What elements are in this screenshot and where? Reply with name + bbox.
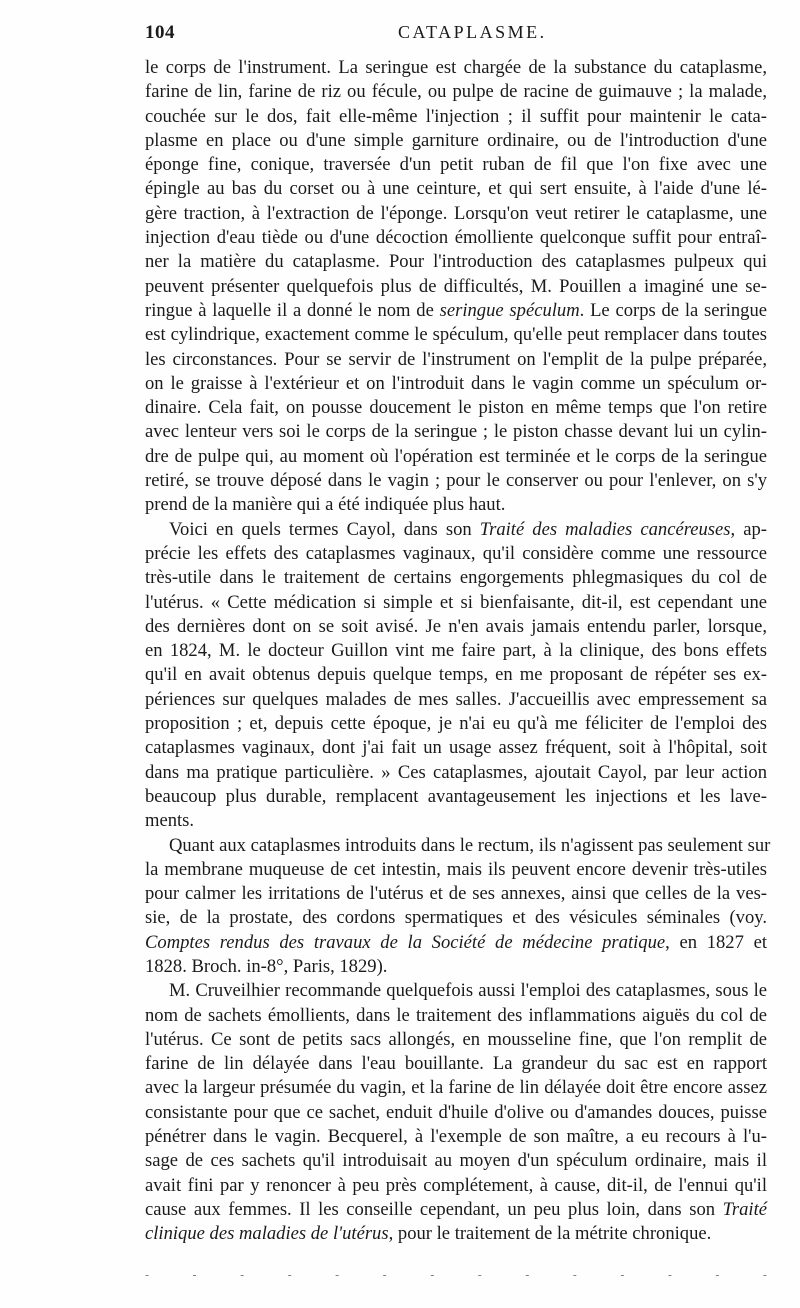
paragraph-4: [145, 979, 767, 1246]
footer-mark: -: [525, 1268, 530, 1282]
text-line: cataplasmes vaginaux, dont j'ai fait un usage assez fréquent, soit à l'hôpital, soit: [145, 737, 767, 759]
footer-mark: -: [382, 1268, 387, 1282]
italic-title: Comptes rendus des travaux de la Société de médecine pratique: [145, 931, 666, 953]
footer-mark: -: [240, 1268, 245, 1282]
text-line: l'utérus. « Cette médication si simple et si bienfaisante, dit-il, est cependant une: [145, 591, 767, 613]
text-line-mixed: [145, 931, 767, 955]
text-line-mixed: [145, 1198, 767, 1222]
text-line: dre de pulpe qui, au moment où l'opération est terminée et le corps de la seringue: [145, 445, 767, 467]
text-line: dinaire. Cela fait, on pousse doucement le piston en même temps que l'on retire: [145, 397, 767, 419]
text-line: dans ma pratique particulière. » Ces cataplasmes, ajoutait Cayol, par leur action: [145, 761, 767, 783]
text-segment: Voici en quels termes Cayol, dans son: [169, 518, 480, 540]
text-line: le corps de l'instrument. La seringue est chargée de la substance du cataplasme,: [145, 57, 767, 78]
text-line: gère traction, à l'extraction de l'éponge. Lorsqu'on veut retirer le cataplasme, une: [145, 202, 767, 224]
text-line: l'utérus. Ce sont de petits sacs allongés, en mousseline fine, que l'on remplit de: [145, 1028, 767, 1050]
text-line: beaucoup plus durable, remplacent avantageusement les injections et les lave-: [145, 785, 767, 807]
text-line: les circonstances. Pour se servir de l'instrument on l'emplit de la pulpe préparée,: [145, 348, 767, 370]
text-line-mixed: [145, 299, 767, 323]
paragraph-3: [145, 834, 771, 980]
footer-mark: -: [477, 1268, 482, 1282]
paragraph-2: [145, 518, 767, 834]
text-line: farine de lin, farine de riz ou fécule, ou pulpe de racine de guimauve ; la malade,: [145, 81, 767, 103]
footer-mark: -: [192, 1268, 197, 1282]
text-line: injection d'eau tiède ou d'une décoction émolliente quelconque suffit pour entraî-: [145, 227, 767, 249]
text-line: pour calmer les irritations de l'utérus et de ses annexes, ainsi que celles de la ves-: [145, 883, 767, 905]
text-line: peuvent présenter quelquefois plus de difficultés, M. Pouillen a imaginé une se-: [145, 275, 767, 297]
text-segment: , ap-: [730, 518, 767, 540]
text-line: est cylindrique, exactement comme le spéculum, qu'elle peut remplacer dans toutes: [145, 324, 767, 346]
text-line: farine de lin délayée dans l'eau bouillante. La grandeur du sac est en rapport: [145, 1053, 767, 1075]
footer-mark: -: [667, 1268, 672, 1282]
text-line: nom de sachets émollients, dans le traitement des inflammations aiguës du col de: [145, 1004, 767, 1026]
footer-mark: -: [430, 1268, 435, 1282]
text-line: sage de ces sachets qu'il introduisait au moyen d'un spéculum ordinaire, mais il: [145, 1150, 767, 1172]
text-line: la membrane muqueuse de cet intestin, mais ils peuvent encore devenir très-utiles: [145, 858, 767, 880]
text-segment: , en 1827 et: [665, 931, 767, 953]
text-line: précie les effets des cataplasmes vaginaux, qu'il considère comme une ressource: [145, 542, 767, 564]
italic-title: Traité: [722, 1198, 767, 1220]
paragraph-1: [145, 56, 767, 518]
text-line: ments.: [145, 810, 195, 832]
italic-term: seringue spéculum: [439, 299, 580, 321]
text-line: sie, de la prostate, des cordons spermatiques et des vésicules séminales (voy.: [145, 907, 767, 929]
italic-title: Traité des maladies cancéreuses: [479, 518, 731, 540]
text-segment: ringue à laquelle il a donné le nom de: [145, 299, 440, 321]
text-line: éponge fine, conique, traversée d'un petit ruban de fil que l'on fixe avec une: [145, 154, 767, 176]
page-header: [145, 22, 767, 52]
text-line: couchée sur le dos, fait elle-même l'injection ; il suffit pour maintenir le cata-: [145, 105, 767, 127]
text-line: on le graisse à l'extérieur et on l'introduit dans le vagin comme un spéculum or-: [145, 372, 767, 394]
footer-mark: -: [145, 1268, 150, 1282]
text-line-mixed: [145, 518, 767, 542]
text-line: prend de la manière qui a été indiquée plus haut.: [145, 494, 506, 516]
text-line: proposition ; et, depuis cette époque, je n'ai eu qu'à me féliciter de l'emploi des: [145, 713, 767, 735]
text-line: retiré, se trouve déposé dans le vagin ; pour le conserver ou pour l'enlever, on s'y: [145, 470, 767, 492]
page-number: 104: [145, 22, 175, 43]
text-segment: cause aux femmes. Il les conseille cependant, un peu plus loin, dans son: [145, 1198, 723, 1220]
page-footer-marks: [145, 1268, 767, 1280]
text-line: épingle au bas du corset ou à une ceinture, et qui sert ensuite, à l'aide d'une lé-: [145, 178, 767, 200]
body-text: [145, 56, 771, 1247]
text-line: M. Cruveilhier recommande quelquefois aussi l'emploi des cataplasmes, sous le: [169, 980, 767, 1002]
text-line: Quant aux cataplasmes introduits dans le rectum, ils n'agissent pas seulement sur: [169, 834, 771, 856]
running-head: CATAPLASME.: [398, 22, 547, 42]
text-segment: , pour le traitement de la métrite chronique.: [388, 1223, 712, 1245]
footer-mark: -: [335, 1268, 340, 1282]
text-line: avec la largeur présumée du vagin, et la farine de lin délayée doit être encore assez: [145, 1077, 767, 1099]
footer-mark: -: [762, 1268, 767, 1282]
text-line: pénétrer dans le vagin. Becquerel, à l'exemple de son maître, a eu recours à l'u-: [145, 1126, 767, 1148]
footer-mark: -: [620, 1268, 625, 1282]
text-line: plasme en place ou d'une simple garniture ordinaire, ou de l'introduction d'une: [145, 129, 767, 151]
text-line: périences sur quelques malades de mes salles. J'accueillis avec empressement sa: [145, 688, 767, 710]
text-line: très-utile dans le traitement de certains engorgements phlegmasiques du col de: [145, 567, 767, 589]
text-line: 1828. Broch. in-8°, Paris, 1829).: [145, 955, 388, 977]
text-line: avait fini par y renoncer à peu près complétement, à cause, dit-il, de l'ennui qu'il: [145, 1174, 767, 1196]
text-line: avec lenteur vers soi le corps de la seringue ; le piston chasse devant lui un cylin-: [145, 421, 767, 443]
footer-mark: -: [287, 1268, 292, 1282]
text-line: des dernières dont on se soit avisé. Je n'en avais jamais entendu parler, lorsque,: [145, 615, 767, 637]
text-line: ner la matière du cataplasme. Pour l'introduction des cataplasmes pulpeux qui: [145, 251, 767, 273]
text-line-mixed: [145, 1222, 767, 1246]
footer-mark: -: [572, 1268, 577, 1282]
italic-title: clinique des maladies de l'utérus: [145, 1223, 389, 1245]
text-line: qu'il en avait obtenus depuis quelque temps, en me proposant de répéter ses ex-: [145, 664, 767, 686]
text-line: en 1824, M. le docteur Guillon vint me faire part, à la clinique, des bons effets: [145, 640, 767, 662]
footer-mark: -: [715, 1268, 720, 1282]
text-line: consistante pour que ce sachet, enduit d'huile d'olive ou d'amandes douces, puisse: [145, 1101, 767, 1123]
text-segment: . Le corps de la seringue: [579, 299, 768, 321]
